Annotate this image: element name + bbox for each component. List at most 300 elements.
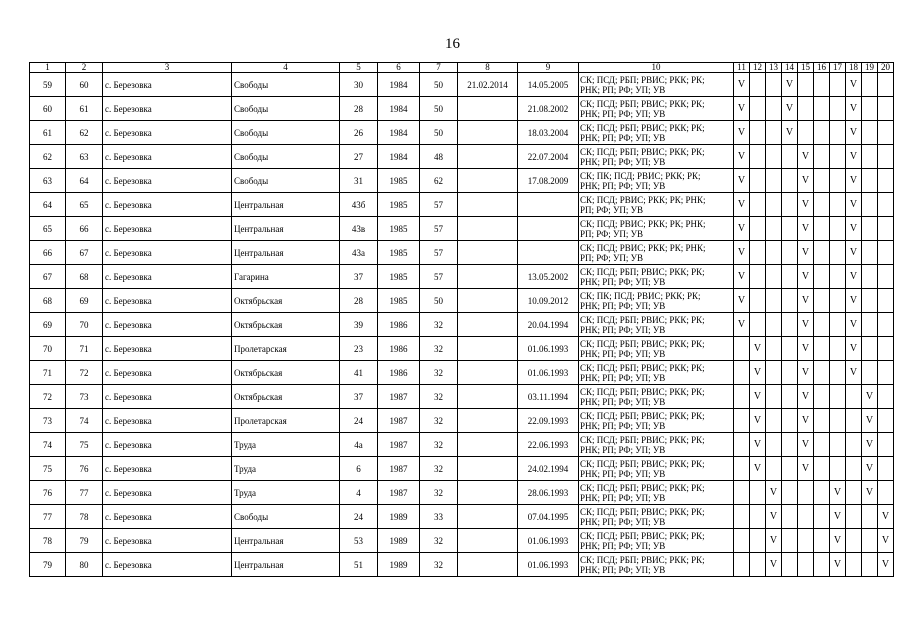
mark-cell (878, 193, 894, 217)
mark-cell (878, 433, 894, 457)
row-number: 61 (30, 121, 66, 145)
mark-cell: V (734, 169, 750, 193)
mark-cell: V (862, 433, 878, 457)
mark-cell (798, 73, 814, 97)
mark-cell (734, 361, 750, 385)
mark-cell (782, 217, 798, 241)
year-built: 1984 (378, 145, 420, 169)
column-header: 3 (103, 63, 232, 73)
street: Октябрьская (232, 313, 340, 337)
table-row (30, 241, 894, 265)
wear-percent: 32 (420, 385, 458, 409)
mark-cell: V (798, 241, 814, 265)
settlement: с. Березовка (103, 289, 232, 313)
year-built: 1984 (378, 121, 420, 145)
row-number: 79 (30, 553, 66, 577)
mark-cell (814, 505, 830, 529)
row-number: 64 (30, 193, 66, 217)
mark-cell (750, 121, 766, 145)
mark-cell (750, 481, 766, 505)
mark-cell (782, 385, 798, 409)
wear-percent: 62 (420, 169, 458, 193)
mark-cell: V (830, 553, 846, 577)
mark-cell: V (750, 361, 766, 385)
house-number: 24 (340, 505, 378, 529)
mark-cell (750, 241, 766, 265)
mark-cell: V (830, 481, 846, 505)
mark-cell (814, 385, 830, 409)
table-row (30, 73, 894, 97)
settlement: с. Березовка (103, 553, 232, 577)
mark-cell (782, 169, 798, 193)
settlement: с. Березовка (103, 433, 232, 457)
year-built: 1987 (378, 481, 420, 505)
mark-cell: V (862, 457, 878, 481)
wear-percent: 32 (420, 553, 458, 577)
mark-cell: V (798, 169, 814, 193)
mark-cell (862, 265, 878, 289)
mark-cell (766, 169, 782, 193)
row-number: 70 (30, 337, 66, 361)
column-header-row (30, 63, 894, 73)
mark-cell (830, 409, 846, 433)
mark-cell (830, 169, 846, 193)
row-number: 62 (30, 145, 66, 169)
date-col-8 (458, 241, 518, 265)
year-built: 1986 (378, 313, 420, 337)
mark-cell (734, 505, 750, 529)
table-row (30, 553, 894, 577)
mark-cell (830, 121, 846, 145)
mark-cell (782, 481, 798, 505)
mark-cell: V (846, 145, 862, 169)
street: Центральная (232, 529, 340, 553)
work-types: СК; ПСД; РБП; РВИС; РКК; РК; РНК; РП; РФ; УП; УВ (579, 313, 734, 337)
mark-cell (862, 313, 878, 337)
mark-cell (782, 289, 798, 313)
mark-cell: V (846, 217, 862, 241)
mark-cell (878, 145, 894, 169)
object-number: 74 (66, 409, 103, 433)
mark-cell (782, 529, 798, 553)
mark-cell (782, 361, 798, 385)
mark-cell (750, 73, 766, 97)
house-number: 43б (340, 193, 378, 217)
mark-cell (766, 457, 782, 481)
date-col-8 (458, 457, 518, 481)
table-row (30, 385, 894, 409)
mark-cell: V (798, 265, 814, 289)
work-types: СК; ПСД; РБП; РВИС; РКК; РК; РНК; РП; РФ; УП; УВ (579, 553, 734, 577)
row-number: 71 (30, 361, 66, 385)
mark-cell (782, 145, 798, 169)
row-number: 68 (30, 289, 66, 313)
mark-cell (766, 145, 782, 169)
mark-cell (814, 529, 830, 553)
mark-cell (878, 265, 894, 289)
mark-cell (878, 97, 894, 121)
mark-cell: V (750, 409, 766, 433)
mark-cell (830, 241, 846, 265)
mark-cell (830, 361, 846, 385)
date-col-9 (518, 217, 579, 241)
mark-cell (830, 289, 846, 313)
mark-cell (750, 505, 766, 529)
mark-cell (734, 385, 750, 409)
work-types: СК; ПСД; РВИС; РКК; РК; РНК; РП; РФ; УП; УВ (579, 217, 734, 241)
mark-cell: V (798, 385, 814, 409)
table-row (30, 145, 894, 169)
mark-cell: V (846, 193, 862, 217)
object-number: 67 (66, 241, 103, 265)
house-number: 26 (340, 121, 378, 145)
street: Октябрьская (232, 385, 340, 409)
mark-cell (734, 529, 750, 553)
row-number: 72 (30, 385, 66, 409)
mark-cell (814, 121, 830, 145)
mark-cell (830, 457, 846, 481)
mark-cell: V (766, 505, 782, 529)
year-built: 1984 (378, 73, 420, 97)
mark-cell (846, 409, 862, 433)
mark-cell: V (862, 481, 878, 505)
mark-cell: V (782, 97, 798, 121)
mark-cell (782, 313, 798, 337)
year-built: 1986 (378, 337, 420, 361)
mark-cell (814, 457, 830, 481)
mark-cell (734, 337, 750, 361)
table-row (30, 217, 894, 241)
object-number: 80 (66, 553, 103, 577)
table-row (30, 457, 894, 481)
object-number: 66 (66, 217, 103, 241)
settlement: с. Березовка (103, 529, 232, 553)
mark-cell: V (798, 433, 814, 457)
mark-cell (750, 97, 766, 121)
street: Труда (232, 481, 340, 505)
settlement: с. Березовка (103, 217, 232, 241)
work-types: СК; ПСД; РВИС; РКК; РК; РНК; РП; РФ; УП; УВ (579, 241, 734, 265)
mark-cell (878, 217, 894, 241)
year-built: 1989 (378, 505, 420, 529)
wear-percent: 32 (420, 313, 458, 337)
settlement: с. Березовка (103, 457, 232, 481)
house-number: 28 (340, 97, 378, 121)
mark-cell (734, 553, 750, 577)
row-number: 65 (30, 217, 66, 241)
wear-percent: 32 (420, 409, 458, 433)
mark-cell: V (750, 337, 766, 361)
year-built: 1986 (378, 361, 420, 385)
date-col-8 (458, 97, 518, 121)
date-col-8 (458, 553, 518, 577)
wear-percent: 57 (420, 265, 458, 289)
object-number: 77 (66, 481, 103, 505)
column-header: 17 (830, 63, 846, 73)
year-built: 1989 (378, 553, 420, 577)
year-built: 1987 (378, 409, 420, 433)
house-number: 28 (340, 289, 378, 313)
date-col-9: 18.03.2004 (518, 121, 579, 145)
mark-cell (750, 193, 766, 217)
date-col-9: 10.09.2012 (518, 289, 579, 313)
mark-cell: V (878, 553, 894, 577)
date-col-8 (458, 313, 518, 337)
mark-cell (862, 145, 878, 169)
date-col-9: 21.08.2002 (518, 97, 579, 121)
mark-cell (862, 361, 878, 385)
year-built: 1985 (378, 193, 420, 217)
mark-cell (814, 409, 830, 433)
mark-cell (814, 433, 830, 457)
year-built: 1989 (378, 529, 420, 553)
mark-cell (878, 73, 894, 97)
date-col-9: 20.04.1994 (518, 313, 579, 337)
street: Пролетарская (232, 409, 340, 433)
wear-percent: 32 (420, 481, 458, 505)
wear-percent: 32 (420, 529, 458, 553)
settlement: с. Березовка (103, 265, 232, 289)
mark-cell (750, 553, 766, 577)
mark-cell (814, 337, 830, 361)
object-number: 70 (66, 313, 103, 337)
table-row (30, 361, 894, 385)
mark-cell (750, 313, 766, 337)
table-row (30, 505, 894, 529)
column-header: 14 (782, 63, 798, 73)
house-number: 23 (340, 337, 378, 361)
mark-cell (878, 457, 894, 481)
mark-cell: V (846, 265, 862, 289)
column-header: 2 (66, 63, 103, 73)
mark-cell (862, 217, 878, 241)
date-col-8 (458, 169, 518, 193)
mark-cell (750, 265, 766, 289)
table-row (30, 97, 894, 121)
work-types: СК; ПСД; РБП; РВИС; РКК; РК; РНК; РП; РФ; УП; УВ (579, 73, 734, 97)
mark-cell: V (734, 121, 750, 145)
table-row (30, 289, 894, 313)
mark-cell: V (798, 457, 814, 481)
mark-cell: V (830, 505, 846, 529)
mark-cell (862, 97, 878, 121)
house-number: 30 (340, 73, 378, 97)
mark-cell (862, 169, 878, 193)
mark-cell (750, 529, 766, 553)
mark-cell (814, 97, 830, 121)
year-built: 1985 (378, 169, 420, 193)
house-number: 41 (340, 361, 378, 385)
street: Труда (232, 457, 340, 481)
work-types: СК; ПК; ПСД; РВИС; РКК; РК; РНК; РП; РФ; УП; УВ (579, 289, 734, 313)
work-types: СК; ПСД; РБП; РВИС; РКК; РК; РНК; РП; РФ; УП; УВ (579, 265, 734, 289)
mark-cell (846, 433, 862, 457)
column-header: 11 (734, 63, 750, 73)
date-col-8 (458, 193, 518, 217)
year-built: 1984 (378, 97, 420, 121)
date-col-8 (458, 433, 518, 457)
date-col-9: 28.06.1993 (518, 481, 579, 505)
date-col-8 (458, 385, 518, 409)
row-number: 69 (30, 313, 66, 337)
row-number: 63 (30, 169, 66, 193)
mark-cell: V (766, 553, 782, 577)
mark-cell (830, 193, 846, 217)
street: Центральная (232, 241, 340, 265)
date-col-9: 22.09.1993 (518, 409, 579, 433)
mark-cell (814, 145, 830, 169)
table-row (30, 433, 894, 457)
table-row (30, 337, 894, 361)
street: Центральная (232, 193, 340, 217)
mark-cell: V (798, 409, 814, 433)
work-types: СК; ПСД; РБП; РВИС; РКК; РК; РНК; РП; РФ; УП; УВ (579, 433, 734, 457)
table-row (30, 313, 894, 337)
house-number: 27 (340, 145, 378, 169)
mark-cell: V (862, 385, 878, 409)
row-number: 67 (30, 265, 66, 289)
mark-cell (782, 193, 798, 217)
table-row (30, 193, 894, 217)
column-header: 18 (846, 63, 862, 73)
work-types: СК; ПСД; РБП; РВИС; РКК; РК; РНК; РП; РФ; УП; УВ (579, 361, 734, 385)
mark-cell: V (798, 145, 814, 169)
year-built: 1985 (378, 265, 420, 289)
wear-percent: 50 (420, 97, 458, 121)
mark-cell (862, 121, 878, 145)
mark-cell: V (846, 73, 862, 97)
settlement: с. Березовка (103, 193, 232, 217)
wear-percent: 32 (420, 457, 458, 481)
mark-cell: V (846, 241, 862, 265)
mark-cell: V (734, 289, 750, 313)
mark-cell: V (846, 337, 862, 361)
column-header: 20 (878, 63, 894, 73)
mark-cell (798, 97, 814, 121)
column-header: 4 (232, 63, 340, 73)
mark-cell: V (734, 193, 750, 217)
mark-cell: V (766, 481, 782, 505)
row-number: 66 (30, 241, 66, 265)
house-number: 4а (340, 433, 378, 457)
row-number: 60 (30, 97, 66, 121)
date-col-8 (458, 481, 518, 505)
mark-cell (814, 241, 830, 265)
mark-cell: V (750, 457, 766, 481)
mark-cell (782, 457, 798, 481)
house-number: 43в (340, 217, 378, 241)
date-col-8: 21.02.2014 (458, 73, 518, 97)
mark-cell (878, 409, 894, 433)
mark-cell: V (878, 529, 894, 553)
wear-percent: 57 (420, 193, 458, 217)
mark-cell (782, 505, 798, 529)
mark-cell: V (734, 217, 750, 241)
mark-cell: V (846, 361, 862, 385)
mark-cell (846, 553, 862, 577)
mark-cell (862, 193, 878, 217)
date-col-9: 17.08.2009 (518, 169, 579, 193)
row-number: 77 (30, 505, 66, 529)
housing-table (29, 62, 894, 577)
settlement: с. Березовка (103, 409, 232, 433)
mark-cell (862, 73, 878, 97)
object-number: 76 (66, 457, 103, 481)
object-number: 75 (66, 433, 103, 457)
settlement: с. Березовка (103, 337, 232, 361)
wear-percent: 32 (420, 433, 458, 457)
mark-cell: V (734, 313, 750, 337)
mark-cell (766, 361, 782, 385)
mark-cell: V (846, 97, 862, 121)
wear-percent: 48 (420, 145, 458, 169)
wear-percent: 57 (420, 217, 458, 241)
mark-cell (862, 553, 878, 577)
street: Свободы (232, 97, 340, 121)
wear-percent: 32 (420, 361, 458, 385)
street: Свободы (232, 145, 340, 169)
mark-cell (766, 337, 782, 361)
mark-cell: V (734, 97, 750, 121)
mark-cell (878, 361, 894, 385)
mark-cell: V (830, 529, 846, 553)
date-col-8 (458, 121, 518, 145)
mark-cell (878, 121, 894, 145)
date-col-8 (458, 409, 518, 433)
settlement: с. Березовка (103, 361, 232, 385)
wear-percent: 57 (420, 241, 458, 265)
mark-cell (862, 241, 878, 265)
mark-cell (878, 385, 894, 409)
settlement: с. Березовка (103, 121, 232, 145)
date-col-8 (458, 529, 518, 553)
street: Труда (232, 433, 340, 457)
mark-cell: V (846, 289, 862, 313)
mark-cell (766, 265, 782, 289)
mark-cell (750, 145, 766, 169)
date-col-9: 03.11.1994 (518, 385, 579, 409)
object-number: 61 (66, 97, 103, 121)
street: Свободы (232, 121, 340, 145)
column-header: 16 (814, 63, 830, 73)
mark-cell (814, 217, 830, 241)
street: Гагарина (232, 265, 340, 289)
settlement: с. Березовка (103, 505, 232, 529)
mark-cell (878, 481, 894, 505)
mark-cell (734, 481, 750, 505)
mark-cell (766, 313, 782, 337)
work-types: СК; ПСД; РБП; РВИС; РКК; РК; РНК; РП; РФ; УП; УВ (579, 145, 734, 169)
work-types: СК; ПСД; РБП; РВИС; РКК; РК; РНК; РП; РФ; УП; УВ (579, 409, 734, 433)
column-header: 6 (378, 63, 420, 73)
mark-cell (766, 289, 782, 313)
column-header: 10 (579, 63, 734, 73)
mark-cell: V (734, 145, 750, 169)
mark-cell (846, 481, 862, 505)
work-types: СК; ПСД; РБП; РВИС; РКК; РК; РНК; РП; РФ; УП; УВ (579, 121, 734, 145)
column-header: 13 (766, 63, 782, 73)
mark-cell: V (846, 121, 862, 145)
mark-cell (830, 217, 846, 241)
mark-cell (878, 313, 894, 337)
mark-cell (814, 361, 830, 385)
object-number: 60 (66, 73, 103, 97)
date-col-9: 07.04.1995 (518, 505, 579, 529)
mark-cell (766, 385, 782, 409)
work-types: СК; ПК; ПСД; РВИС; РКК; РК; РНК; РП; РФ; УП; УВ (579, 169, 734, 193)
work-types: СК; ПСД; РБП; РВИС; РКК; РК; РНК; РП; РФ; УП; УВ (579, 505, 734, 529)
work-types: СК; ПСД; РБП; РВИС; РКК; РК; РНК; РП; РФ; УП; УВ (579, 529, 734, 553)
